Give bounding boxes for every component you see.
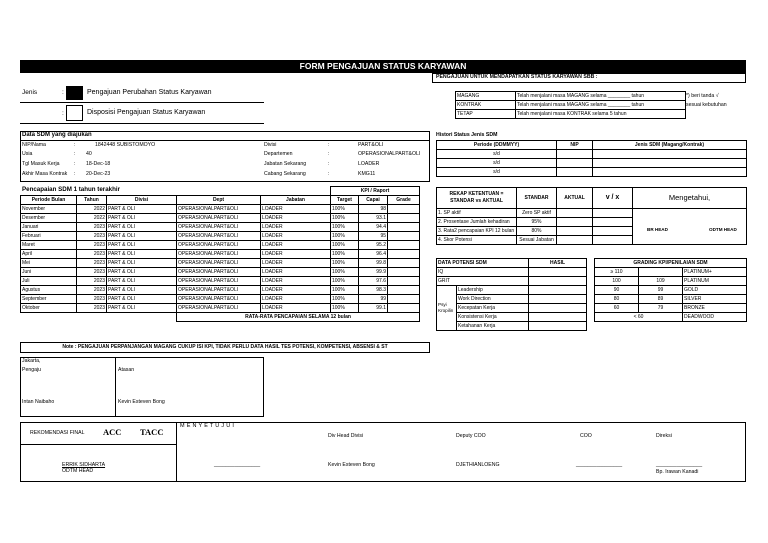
status-options-table [455,91,686,119]
table-row [437,141,747,150]
sign-odtm-head: ODTM HEAD [709,227,737,232]
table-row: s/d [437,150,747,159]
table-row [437,188,747,209]
sdm-value: KMG11 [358,171,376,177]
histori-table [436,140,747,177]
col-header: Tahun [77,196,107,205]
tacc-option[interactable]: TACC [140,427,164,437]
col-header: Grade [388,196,420,205]
status-note-1: *) beri tanda √ [686,93,719,99]
table-row: November 2022 PART & OLI OPERASIONALPART&OLI LOADER 100% 98 [21,205,420,214]
jenis-label: Jenis [22,89,38,96]
div-head-name: Kevin Esteven Bong [328,462,375,468]
potensi-group: Psyi Kropilin [437,286,457,331]
col-header: Target [331,196,359,205]
option2-label: Disposisi Pengajuan Status Karyawan [87,109,206,116]
status-name[interactable]: TETAP [456,110,516,119]
status-desc: Telah menjalani masa MAGANG selama ________ tahun [516,101,686,110]
col-header: v / x [593,188,633,209]
table-row: 80 89 SILVER [595,295,747,304]
pencapaian-header: Pencapaian SDM 1 tahun terakhir [22,186,120,193]
sdm-label: Divisi [264,142,277,148]
sdm-value: 20-Dec-23 [86,171,111,177]
table-row: Maret 2023 PART & OLI OPERASIONALPART&OLI LOADER 100% 95.2 [21,241,420,250]
sdm-header: Data SDM yang diajukan [22,132,92,138]
table-row [437,259,587,268]
grading-table [594,258,747,322]
blank-sign: ________________ [576,462,623,468]
col-header: Capai [359,196,388,205]
table-row: s/d [437,159,747,168]
table-row [21,187,420,196]
sdm-label: Jabatan Sekarang [264,161,307,167]
sdm-value: OPERASIONALPART&OLI [358,151,421,157]
pencapaian-table [20,186,420,322]
col-header: STANDAR [517,188,557,209]
col-header: HASIL [529,259,587,268]
table-row: 2. Prosentase Jumlah kehadiran 95% [437,218,747,227]
sdm-value: PART&OLI [358,142,384,148]
col-header: Periode Bulan [21,196,77,205]
rekomendasi-box [20,422,746,482]
table-row: 100 109 PLATINUM [595,277,747,286]
sdm-value: 1842448 SUBISTOMOYO [95,142,156,148]
option1-label: Pengajuan Perubahan Status Karyawan [87,89,212,96]
sign-atasan-name: Kevin Esteven Bong [118,399,165,405]
table-row [456,92,686,101]
mengetahui-label: Mengetahui, [633,188,747,209]
role-label: COO [580,433,592,439]
blank-sign: ________________ [214,462,261,468]
table-row: Oktober 2023 PART & OLI OPERASIONALPART&OLI LOADER 100% 99.1 [21,304,420,313]
option2-checkbox[interactable] [66,105,83,121]
potensi-table [436,258,587,331]
acc-option[interactable]: ACC [103,427,122,437]
jenis-colon: : [62,89,64,96]
table-row [21,196,420,205]
role-label: Deputy COO [456,433,486,439]
col-header: NIP [557,141,593,150]
menyetujui-label: M E N Y E T U J U I [180,423,235,429]
table-row: Work Direction [437,295,587,304]
form-title: FORM PENGAJUAN STATUS KARYAWAN [20,60,746,73]
table-row: April 2023 PART & OLI OPERASIONALPART&OLI LOADER 100% 96.4 [21,250,420,259]
table-row [456,101,686,110]
rekap-header: REKAP KETENTUAN = STANDAR vs AKTUAL [437,188,517,209]
table-row: 3. Rata2 pencapaian KPI 12 bulan 80% [437,227,747,236]
sdm-value: LOADER [358,161,380,167]
status-desc: Telah menjalani masa MAGANG selama ________ tahun [516,92,686,101]
deputy-name: DJETHIANLOENG [456,462,500,468]
histori-header: Histori Status Jenis SDM [436,132,498,138]
blank-sign: ________________ [656,462,703,468]
table-row: ≥ 110 PLATINUM+ [595,268,747,277]
col-header: Dept [177,196,261,205]
sdm-label: Akhir Masa Kontrak [22,171,68,177]
sign-pengaju-name: Intan Naibaho [22,399,55,405]
table-row: Januari 2023 PART & OLI OPERASIONALPART&OLI LOADER 100% 94.4 [21,223,420,232]
sdm-label: Cabang Sekarang [264,171,306,177]
signature-box [20,357,264,417]
table-row: Februari 2023 PART & OLI OPERASIONALPART&OLI LOADER 100% 95 [21,232,420,241]
pencapaian-footer: RATA-RATA PENCAPAIAN SELAMA 12 bulan [177,313,420,322]
potensi-header: DATA POTENSI SDM [437,259,529,268]
table-row: September 2023 PART & OLI OPERASIONALPART&OLI LOADER 100% 99 [21,295,420,304]
sign-br-head: BR HEAD [647,227,668,232]
col-header: Periode (DDMMYY) [437,141,557,150]
sdm-value: 40 [86,151,92,157]
table-row [21,313,420,322]
col-header: Jabatan [261,196,331,205]
sign-pengaju-label: Pengaju [22,367,42,373]
grading-header: GRADING KPI/PENILAIAN SDM [595,259,747,268]
note-text: Note : PENGAJUAN PERPANJANGAN MAGANG CUKUP ISI KPI, TIDAK PERLU DATA HASIL TES POTENSI, KOMPETENSI, ABSENSI & ST [62,344,388,350]
sdm-value: 18-Dec-18 [86,161,111,167]
sign-city: Jakarta, [22,358,41,364]
status-name[interactable]: MAGANG [456,92,516,101]
role-label: Direksi [656,433,672,439]
table-row: 60 79 BRONZE [595,304,747,313]
table-row: Juli 2023 PART & OLI OPERASIONALPART&OLI LOADER 100% 97.6 [21,277,420,286]
jenis-colon-2: : [62,110,64,117]
role-label: Div Head Divisi [328,433,364,439]
status-note-2: sesuai kebutuhan [686,102,727,108]
table-row: Agustus 2023 PART & OLI OPERASIONALPART&OLI LOADER 100% 98.3 [21,286,420,295]
kpi-header: KPI / Raport [331,187,420,196]
table-row: s/d [437,168,747,177]
sdm-label: Tgl Masuk Kerja [22,161,60,167]
status-name[interactable]: KONTRAK [456,101,516,110]
mengetahui-sign-area [633,209,747,245]
odtm-name: ERRIK SIDHARTA [62,462,106,468]
table-row: Mei 2023 PART & OLI OPERASIONALPART&OLI LOADER 100% 99.8 [21,259,420,268]
table-row: Kecepatan Kerja [437,304,587,313]
sdm-label: NIP/Nama [22,142,46,148]
option1-checkbox[interactable] [66,86,83,100]
table-row: GRIT [437,277,587,286]
sdm-label: Usia [22,151,33,157]
odtm-title: ODTM HEAD [62,468,94,474]
status-desc: Telah menjalani masa KONTRAK selama 5 tahun [516,110,686,119]
rekomendasi-label: REKOMENDASI FINAL [30,430,85,436]
table-row [595,259,747,268]
table-row: < 60 DEADWOOD [595,313,747,322]
table-row: Konsistensi Kerja [437,313,587,322]
rekap-table [436,187,747,245]
table-row: Desember 2022 PART & OLI OPERASIONALPART&OLI LOADER 100% 93.1 [21,214,420,223]
table-row: IQ [437,268,587,277]
sign-atasan-label: Atasan [118,367,135,373]
table-row: 1. SP aktif Zero SP aktif BR HEAD ODTM HEAD [437,209,747,218]
col-header: AKTUAL [557,188,593,209]
table-row: Juni 2023 PART & OLI OPERASIONALPART&OLI LOADER 100% 99.9 [21,268,420,277]
table-row: Ketahanan Kerja [437,322,587,331]
sdm-label: Departemen [264,151,293,157]
table-row: 90 99 GOLD [595,286,747,295]
col-header: Jenis SDM (Magang/Kontrak) [593,141,747,150]
table-row: 4. Skor Potensi Sesuai Jabatan [437,236,747,245]
direksi-name: Bp. Irawan Kanadi [656,469,699,475]
form-subtitle: PENGAJUAN UNTUK MENDAPATKAN STATUS KARYAWAN SBB : [436,74,598,80]
col-header: Divisi [107,196,177,205]
table-row: Psyi Kropilin Leadership [437,286,587,295]
table-row [456,110,686,119]
